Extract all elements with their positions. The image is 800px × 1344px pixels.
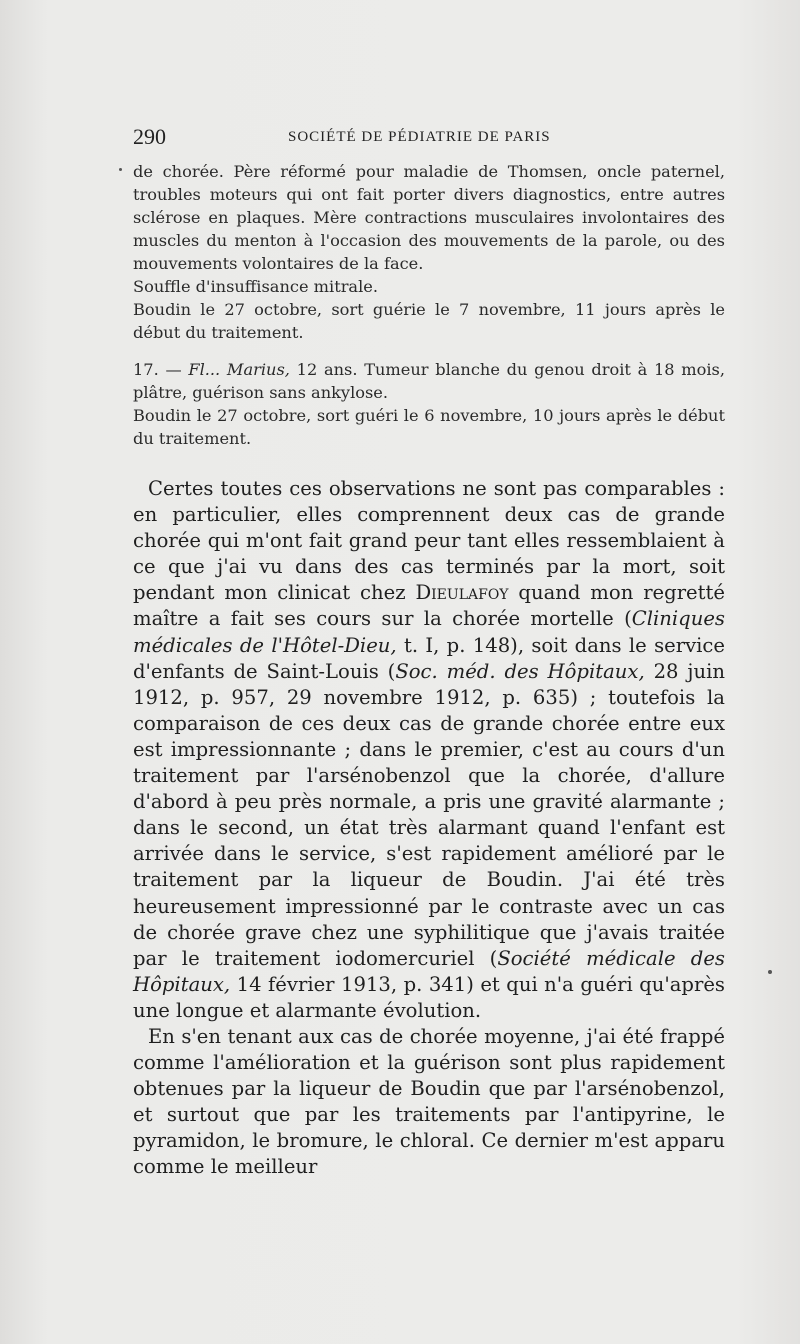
case-note-paragraph: Souffle d'insuffisance mitrale.: [133, 277, 378, 296]
patient-name: Fl... Marius,: [188, 360, 290, 379]
text-run: 28 juin 1912, p. 957, 29 novembre 1912, p. 635) ; toutefois la comparaison de ces deux cas de grande chorée entre eux est impressionnante ; dans le premier, c'est au cours d'un traitement par l'arsénobenzol que la chorée, d'allure d'abord à peu près normale, a pris une gravité alarmante ; dans le second, un état très alarmant quand l'enfant est arrivée dans le service, s'est rapidement amélioré par le traitement par la liqueur de Boudin. J'ai été très heureusement impressionné par le contraste avec un cas de chorée grave chez une syphilitique que j'avais traitée par le traitement iodomercuriel (: [133, 659, 725, 970]
case-note-paragraph: Boudin le 27 octobre, sort guérie le 7 novembre, 11 jours après le début du traitement.: [133, 300, 725, 342]
case-17-paragraph: [133, 358, 725, 404]
body-text: [133, 160, 725, 1181]
case-note-paragraph: Boudin le 27 octobre, sort guéri le 6 novembre, 10 jours après le début du traitement.: [133, 406, 725, 448]
running-head: SOCIÉTÉ DE PÉDIATRIE DE PARIS: [288, 129, 551, 145]
case-number: 17. —: [133, 360, 189, 379]
discussion: [133, 476, 725, 1181]
discussion-paragraph: En s'en tenant aux cas de chorée moyenne, j'ai été frappé comme l'amélioration et la guérison sont plus rapidement obtenues par la liqueur de Boudin que par l'arsénobenzol, et surtout que par les traitements par l'antipyrine, le pyramidon, le bromure, le chloral. Ce dernier m'est apparu comme le meilleur: [133, 1024, 725, 1179]
spacer: [133, 344, 725, 358]
text-run: quand mon regretté maître a fait ses cours sur la chorée mortelle (: [133, 581, 725, 631]
case-note-paragraph: de chorée. Père réformé pour maladie de Thomsen, oncle paternel, troubles moteurs qui ont fait porter divers diagnostics, entre autres sclérose en plaques. Mère contractions musculaires involontaires des muscles du menton à l'occasion des mouvements de la parole, ou des mouvements volontaires de la face.: [133, 162, 725, 273]
citation: Société médicale des Hôpitaux,: [133, 946, 725, 996]
discussion-paragraph: [133, 476, 725, 1024]
scan-speck: [768, 970, 772, 974]
case-notes: [133, 160, 725, 450]
page-header: [133, 124, 723, 152]
scan-speck: [119, 168, 122, 171]
text-run: Certes toutes ces observations ne sont pas comparables : en particulier, elles comprennent deux cas de grande chorée qui m'ont fait grand peur tant elles ressemblaient à ce que j'ai vu dans des cas terminés par la mort, soit pendant mon clinicat chez: [133, 477, 725, 605]
case-text: 12 ans. Tumeur blanche du genou droit à 18 mois, plâtre, guérison sans ankylose.: [133, 360, 725, 402]
text-run: t. I, p. 148), soit dans le service d'enfants de Saint-Louis (: [133, 633, 725, 683]
page-number: 290: [133, 124, 166, 149]
author-name: Dieulafoy: [415, 581, 509, 605]
citation: Soc. méd. des Hôpitaux,: [395, 659, 645, 683]
citation: Cliniques médicales de l'Hôtel-Dieu,: [133, 607, 725, 657]
text-run: 14 février 1913, p. 341) et qui n'a guéri qu'après une longue et alarmante évolution.: [133, 972, 725, 1022]
